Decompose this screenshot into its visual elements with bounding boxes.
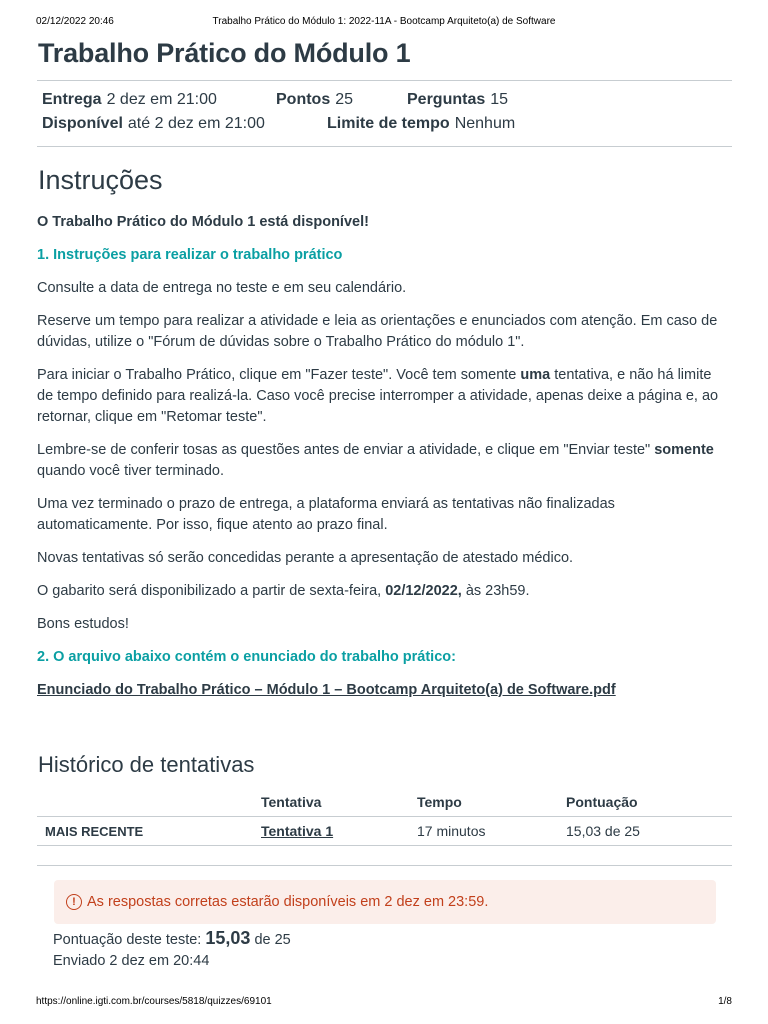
text-span: às 23h59.: [461, 583, 530, 599]
column-header: Tentativa: [253, 788, 409, 817]
available-detail: [42, 115, 265, 133]
instructions-heading: Instruções: [38, 165, 163, 195]
submitted-time: Enviado 2 dez em 20:44: [53, 953, 210, 969]
print-doc-title: Trabalho Prático do Módulo 1: 2022-11A - Bootcamp Arquiteto(a) de Software: [212, 16, 556, 27]
file-link-paragraph: [37, 680, 727, 701]
instructions-paragraph: Bons estudos!: [37, 616, 129, 632]
attempt-label: MAIS RECENTE: [37, 817, 253, 846]
instructions-paragraph: [37, 440, 727, 482]
divider: [37, 865, 732, 866]
score-value: 15,03: [205, 928, 251, 948]
quiz-score: [53, 928, 291, 949]
attempt-cell: [253, 817, 409, 846]
instructions-paragraph: Consulte a data de entrega no teste e em seu calendário.: [37, 280, 407, 296]
instructions-subheading-2: 2. O arquivo abaixo contém o enunciado do trabalho prático:: [37, 649, 456, 665]
answers-availability-alert: [54, 880, 716, 924]
instructions-subheading-1: 1. Instruções para realizar o trabalho prático: [37, 247, 343, 263]
column-header: Tempo: [409, 788, 558, 817]
divider: [37, 146, 732, 147]
print-datetime: 02/12/2022 20:46: [36, 16, 114, 27]
instructions-paragraph: Uma vez terminado o prazo de entrega, a plataforma enviará as tentativas não finalizadas automaticamente. Por isso, fique atento ao prazo final.: [37, 496, 615, 533]
instructions-paragraph: Reserve um tempo para realizar a atividade e leia as orientações e enunciados com atenção. Em caso de dúvidas, utilize o "Fórum de dúvidas sobre o Trabalho Prático do módulo 1".: [37, 313, 718, 350]
print-page-number: 1/8: [718, 996, 732, 1007]
text-span: O gabarito será disponibilizado a partir de sexta-feira,: [37, 583, 386, 599]
text-span: quando você tiver terminado.: [37, 463, 224, 479]
points-label: Pontos: [276, 91, 331, 108]
attempt-history-table: [37, 788, 732, 846]
emphasis-text: uma: [520, 367, 551, 383]
instructions-body: [37, 212, 727, 713]
due-value: 2 dez em 21:00: [106, 91, 217, 108]
instructions-paragraph: [37, 365, 727, 428]
text-span: Lembre-se de conferir tosas as questões antes de enviar a atividade, e clique em "Enviar teste": [37, 442, 655, 458]
questions-value: 15: [490, 91, 509, 108]
points-value: 25: [335, 91, 354, 108]
alert-text: As respostas corretas estarão disponíveis em 2 dez em 23:59.: [87, 894, 489, 910]
text-span: Para iniciar o Trabalho Prático, clique em "Fazer teste". Você tem somente: [37, 367, 521, 383]
emphasis-text: 02/12/2022,: [385, 583, 462, 599]
due-detail: [42, 91, 217, 109]
table-row: [37, 817, 732, 846]
time-limit-detail: [327, 115, 515, 133]
column-header: Pontuação: [558, 788, 732, 817]
attempt-score: 15,03 de 25: [558, 817, 732, 846]
text-span: tentativa, e não há limite de tempo definido para realizá-la. Caso você precise interromper a atividade, apenas deixe a página e, ao retornar, clique em "Retomar teste".: [37, 367, 719, 425]
instructions-intro: O Trabalho Prático do Módulo 1 está disponível!: [37, 214, 369, 230]
page-title: Trabalho Prático do Módulo 1: [38, 38, 411, 68]
questions-detail: [407, 91, 508, 109]
divider: [37, 80, 732, 81]
instructions-paragraph: Novas tentativas só serão concedidas perante a apresentação de atestado médico.: [37, 550, 574, 566]
print-url: https://online.igti.com.br/courses/5818/quizzes/69101: [36, 996, 272, 1007]
attempt-time: 17 minutos: [409, 817, 558, 846]
points-detail: [276, 91, 353, 109]
assignment-file-link[interactable]: Enunciado do Trabalho Prático – Módulo 1 – Bootcamp Arquiteto(a) de Software.pdf: [37, 682, 616, 698]
exclamation-circle-icon: !: [66, 894, 82, 910]
emphasis-text: somente: [654, 442, 714, 458]
score-label: Pontuação deste teste:: [53, 932, 202, 948]
attempt-link[interactable]: Tentativa 1: [261, 823, 334, 839]
available-label: Disponível: [42, 115, 123, 132]
score-total: de 25: [254, 932, 291, 948]
due-label: Entrega: [42, 91, 102, 108]
available-value: até 2 dez em 21:00: [127, 115, 265, 132]
time-limit-value: Nenhum: [454, 115, 516, 132]
table-header-row: [37, 788, 732, 817]
attempt-history-heading: Histórico de tentativas: [38, 752, 255, 777]
questions-label: Perguntas: [407, 91, 486, 108]
column-header: [37, 788, 253, 817]
instructions-paragraph: [37, 581, 727, 602]
time-limit-label: Limite de tempo: [327, 115, 450, 132]
